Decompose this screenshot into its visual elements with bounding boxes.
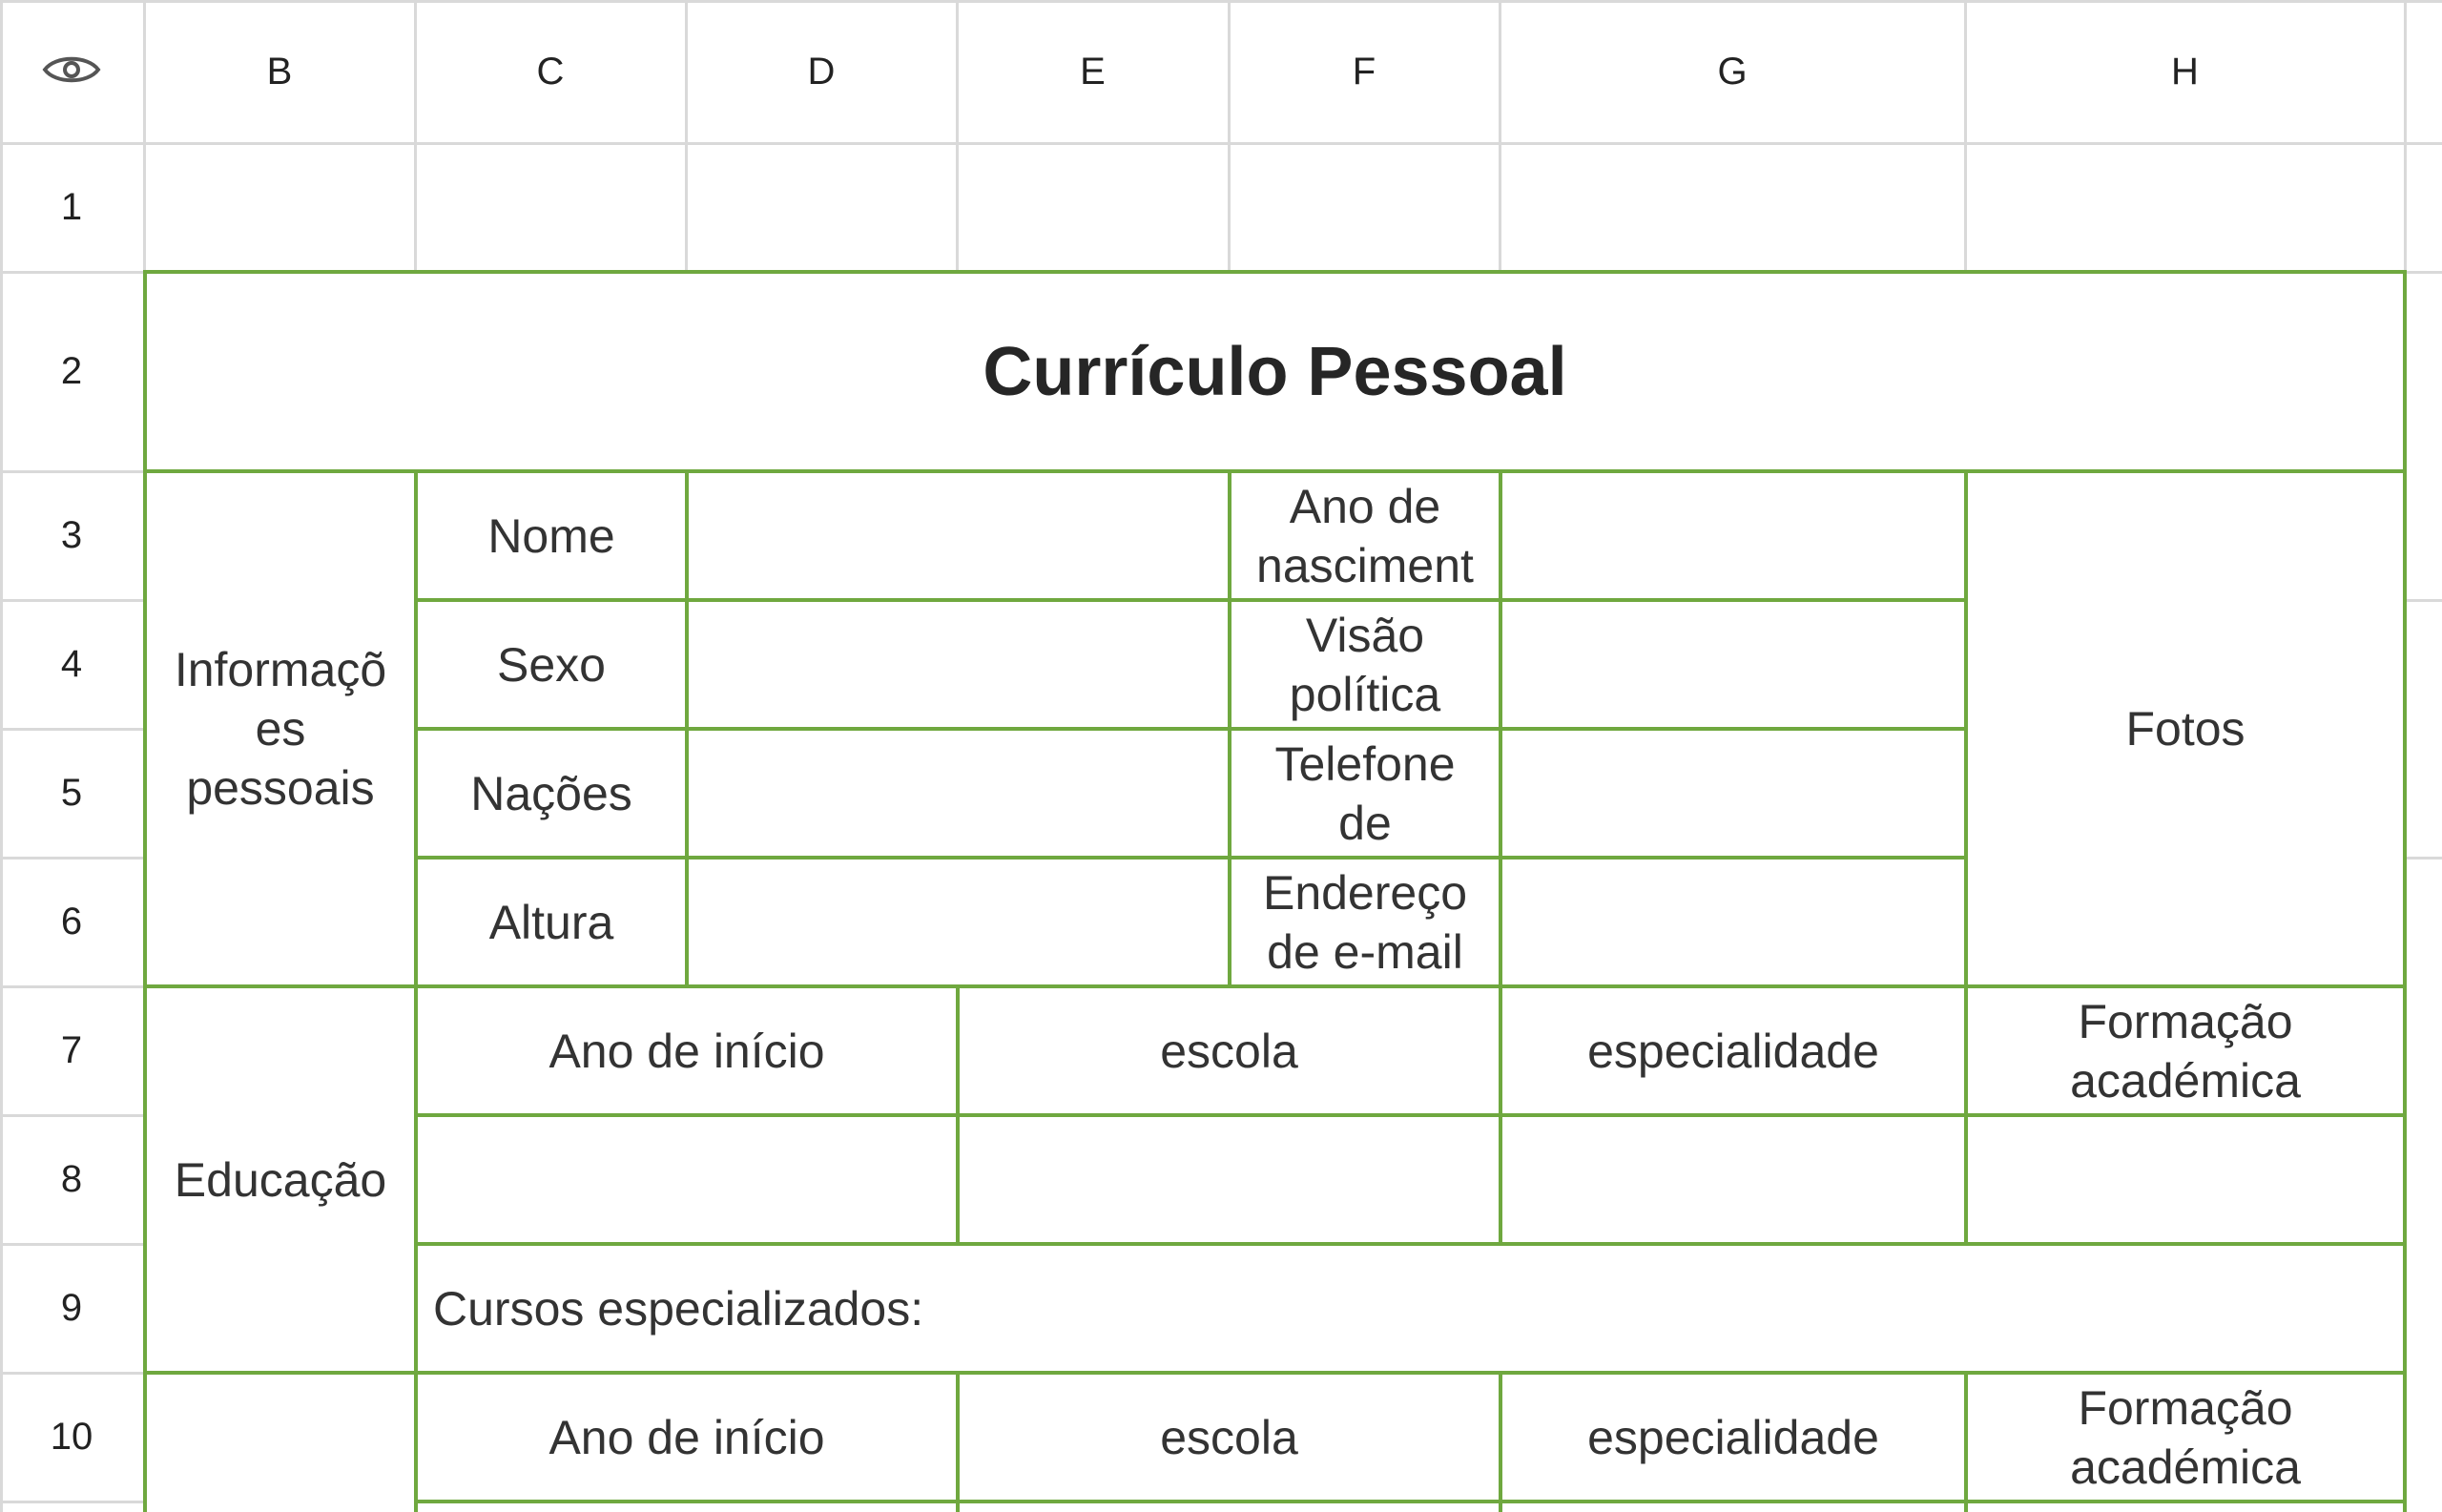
header-specialty[interactable]: especialidade bbox=[1587, 1024, 1879, 1078]
input-edu-degree[interactable] bbox=[1968, 1117, 2403, 1242]
cell-b10[interactable] bbox=[147, 1375, 414, 1512]
cell-d1[interactable] bbox=[687, 144, 956, 271]
header-school[interactable]: escola bbox=[1160, 1024, 1298, 1078]
input-email[interactable] bbox=[1502, 860, 1964, 984]
header-degree[interactable]: Formação académica bbox=[2070, 994, 2301, 1108]
input-birth-year[interactable] bbox=[1502, 473, 1964, 598]
column-header-e[interactable]: E bbox=[1080, 50, 1106, 93]
row-header-1[interactable]: 1 bbox=[60, 186, 83, 228]
input-name[interactable] bbox=[689, 473, 1228, 598]
label-name[interactable]: Nome bbox=[487, 508, 615, 563]
column-header-g[interactable]: G bbox=[1717, 50, 1748, 93]
row-header-6[interactable]: 6 bbox=[60, 901, 83, 942]
row10-degree[interactable]: Formação académica bbox=[2070, 1380, 2301, 1494]
cell-h1[interactable] bbox=[1966, 144, 2404, 271]
column-header-d[interactable]: D bbox=[807, 50, 836, 93]
label-nation[interactable]: Nações bbox=[470, 766, 632, 820]
input-sex[interactable] bbox=[689, 602, 1228, 727]
personal-info-section[interactable]: Informaçõ es pessoais bbox=[174, 643, 387, 815]
photos-cell[interactable]: Fotos bbox=[2125, 702, 2245, 756]
row-header-2[interactable]: 2 bbox=[60, 350, 83, 392]
input-edu-school[interactable] bbox=[960, 1117, 1499, 1242]
column-header-c[interactable]: C bbox=[536, 50, 565, 93]
header-start-year[interactable]: Ano de início bbox=[548, 1024, 825, 1078]
input-edu-start-year[interactable] bbox=[418, 1117, 956, 1242]
row-header-10[interactable]: 10 bbox=[50, 1416, 93, 1458]
row-header-9[interactable]: 9 bbox=[60, 1287, 83, 1329]
row-header-5[interactable]: 5 bbox=[60, 772, 83, 814]
cell-c1[interactable] bbox=[416, 144, 685, 271]
row-header-7[interactable]: 7 bbox=[60, 1029, 83, 1071]
input-political-view[interactable] bbox=[1502, 602, 1964, 727]
row-header-8[interactable]: 8 bbox=[60, 1158, 83, 1200]
cell-b1[interactable] bbox=[145, 144, 414, 271]
label-political-view[interactable]: Visão política bbox=[1289, 608, 1441, 721]
eye-icon[interactable] bbox=[42, 52, 101, 92]
label-phone[interactable]: Telefone de bbox=[1274, 736, 1456, 850]
corner-cell[interactable] bbox=[0, 0, 143, 143]
input-edu-specialty[interactable] bbox=[1502, 1117, 1964, 1242]
row-header-4[interactable]: 4 bbox=[60, 643, 83, 685]
column-header-f[interactable]: F bbox=[1352, 50, 1376, 93]
row10-specialty[interactable]: especialidade bbox=[1587, 1410, 1879, 1464]
row10-school[interactable]: escola bbox=[1160, 1410, 1298, 1464]
sheet-title[interactable]: Currículo Pessoal bbox=[983, 333, 1567, 410]
specialized-courses[interactable]: Cursos especializados: bbox=[433, 1281, 924, 1336]
cell-f1[interactable] bbox=[1230, 144, 1499, 271]
education-section[interactable]: Educação bbox=[174, 1152, 387, 1207]
label-email[interactable]: Endereço de e-mail bbox=[1262, 865, 1468, 979]
input-nation[interactable] bbox=[689, 731, 1228, 856]
row10-start-year[interactable]: Ano de início bbox=[548, 1410, 825, 1464]
cell-g1[interactable] bbox=[1500, 144, 1964, 271]
input-height[interactable] bbox=[689, 860, 1228, 984]
input-phone[interactable] bbox=[1502, 731, 1964, 856]
label-birth-year[interactable]: Ano de nasciment bbox=[1256, 479, 1474, 592]
column-header-h[interactable]: H bbox=[2171, 50, 2199, 93]
label-sex[interactable]: Sexo bbox=[497, 637, 606, 692]
label-height[interactable]: Altura bbox=[488, 895, 614, 949]
row-header-3[interactable]: 3 bbox=[60, 514, 83, 556]
cell-e1[interactable] bbox=[958, 144, 1228, 271]
column-header-b[interactable]: B bbox=[266, 50, 293, 93]
